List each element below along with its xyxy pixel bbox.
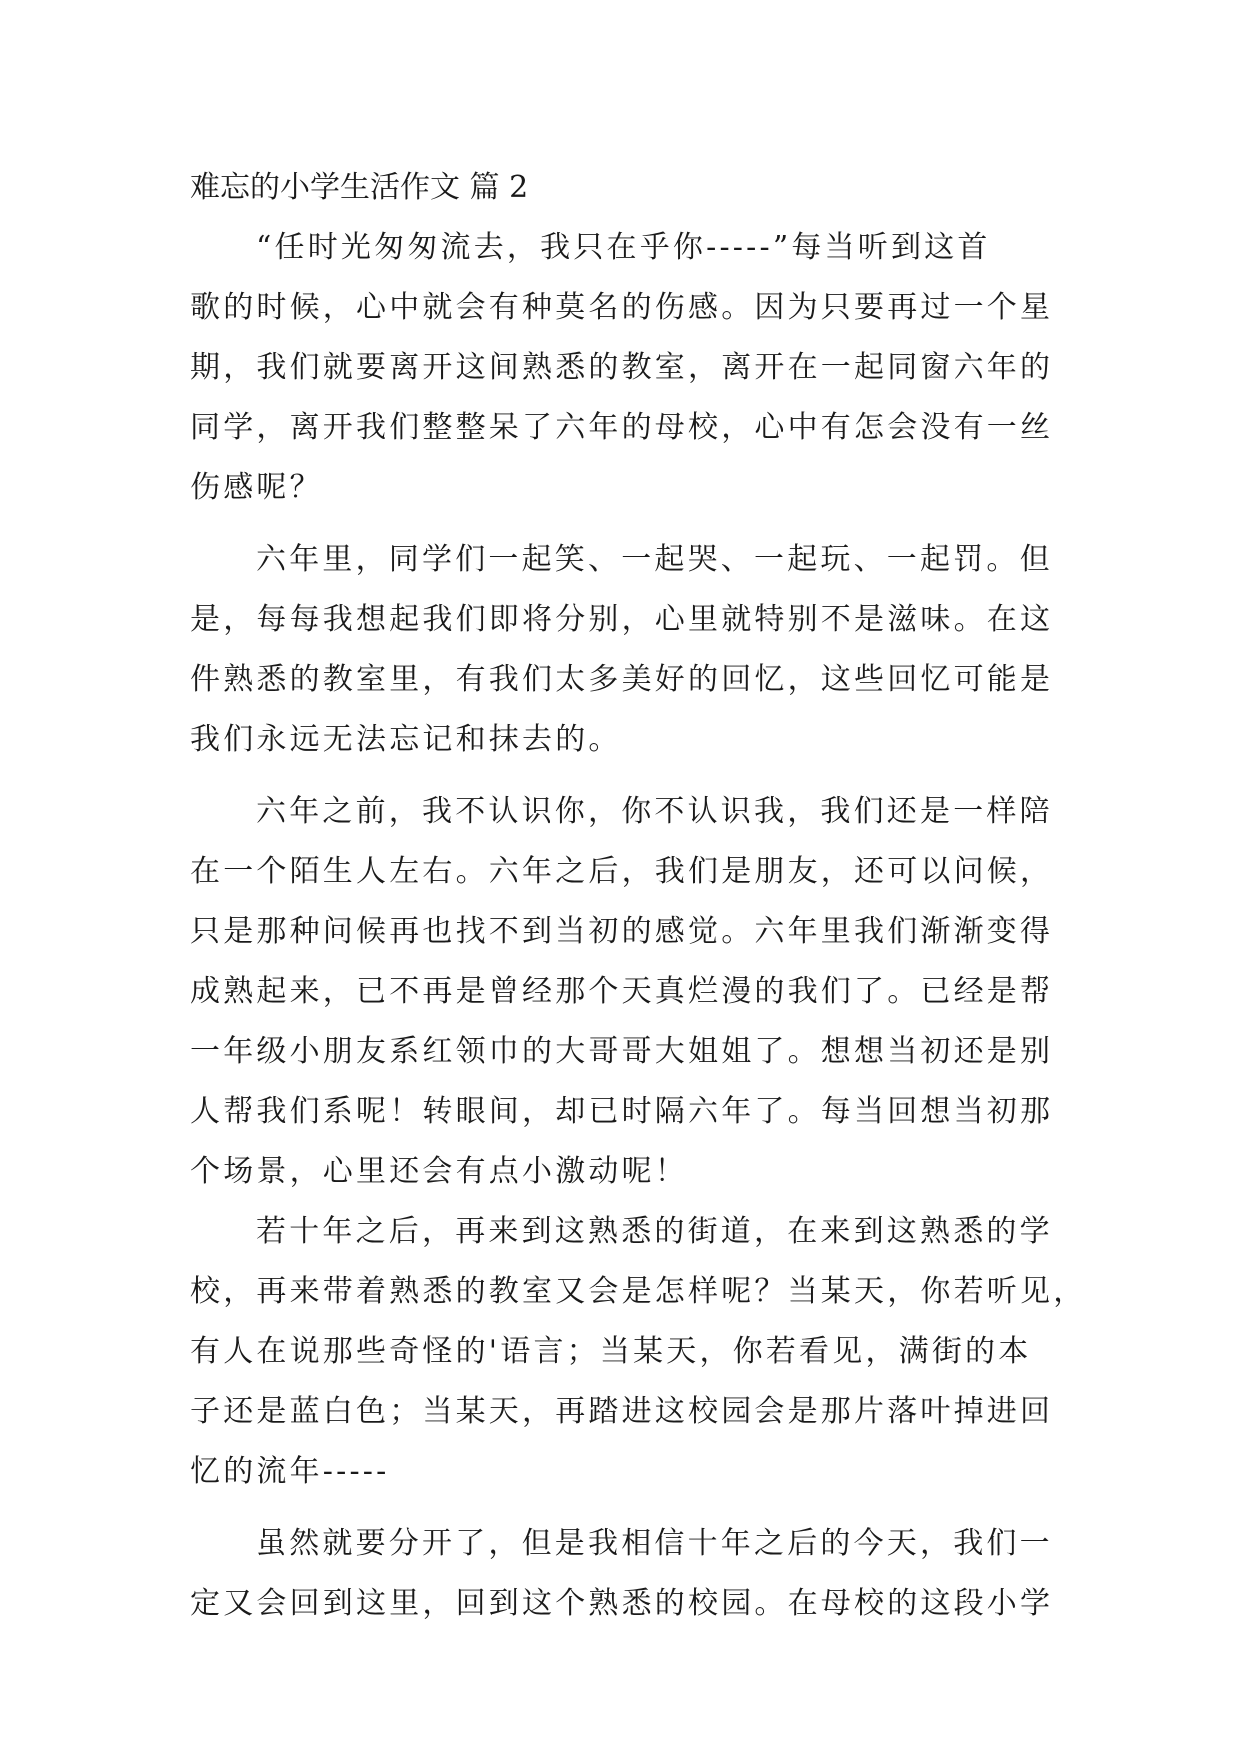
paragraph-line: 件熟悉的教室里，有我们太多美好的回忆，这些回忆可能是 (190, 662, 1054, 697)
paragraph-line: 我们永远无法忘记和抹去的。 (190, 722, 622, 757)
paragraph-4 (190, 1202, 1087, 1502)
paragraph-line: “任时光匆匆流去，我只在乎你-----”每当听到这首 (256, 230, 991, 265)
paragraph-line: 一年级小朋友系红领巾的大哥哥大姐姐了。想想当初还是别 (190, 1034, 1054, 1069)
paragraph-gap (190, 770, 1056, 782)
paragraph-line: 忆的流年----- (190, 1454, 390, 1489)
paragraph-line: 六年里，同学们一起笑、一起哭、一起玩、一起罚。但 (256, 542, 1053, 577)
paragraph-gap (190, 1502, 1056, 1514)
paragraph-line: 同学，离开我们整整呆了六年的母校，心中有怎会没有一丝 (190, 410, 1054, 445)
paragraph-line: 人帮我们系呢！转眼间，却已时隔六年了。每当回想当初那 (190, 1094, 1054, 1129)
paragraph-line: 歌的时候，心中就会有种莫名的伤感。因为只要再过一个星 (190, 290, 1054, 325)
paragraph-line: 在一个陌生人左右。六年之后，我们是朋友，还可以问候， (190, 854, 1054, 889)
paragraph-line: 期，我们就要离开这间熟悉的教室，离开在一起同窗六年的 (190, 350, 1054, 385)
paragraph-line: 成熟起来，已不再是曾经那个天真烂漫的我们了。已经是帮 (190, 974, 1054, 1009)
document-page (190, 158, 1087, 1634)
paragraph-line: 伤感呢？ (190, 470, 323, 505)
paragraph-2 (190, 530, 1056, 770)
paragraph-line: 若十年之后，再来到这熟悉的街道，在来到这熟悉的学 (256, 1214, 1053, 1249)
document-title: 难忘的小学生活作文 篇 2 (190, 170, 529, 205)
paragraph-line: 定又会回到这里，回到这个熟悉的校园。在母校的这段小学 (190, 1586, 1054, 1621)
paragraph-line: 子还是蓝白色；当某天，再踏进这校园会是那片落叶掉进回 (190, 1394, 1054, 1429)
paragraph-line: 是，每每我想起我们即将分别，心里就特别不是滋味。在这 (190, 602, 1054, 637)
paragraph-line: 六年之前，我不认识你，你不认识我，我们还是一样陪 (256, 794, 1053, 829)
paragraph-line: 有人在说那些奇怪的'语言；当某天，你若看见，满街的本 (190, 1334, 1032, 1369)
paragraph-line: 校，再来带着熟悉的教室又会是怎样呢？当某天，你若听见， (190, 1274, 1087, 1309)
paragraph-gap (190, 518, 1056, 530)
paragraph-line: 个场景，心里还会有点小激动呢！ (190, 1154, 688, 1189)
paragraph-5 (190, 1514, 1056, 1634)
paragraph-line: 只是那种问候再也找不到当初的感觉。六年里我们渐渐变得 (190, 914, 1054, 949)
paragraph-line: 虽然就要分开了，但是我相信十年之后的今天，我们一 (256, 1526, 1053, 1561)
paragraph-3 (190, 782, 1056, 1202)
paragraph-1 (190, 218, 1056, 518)
